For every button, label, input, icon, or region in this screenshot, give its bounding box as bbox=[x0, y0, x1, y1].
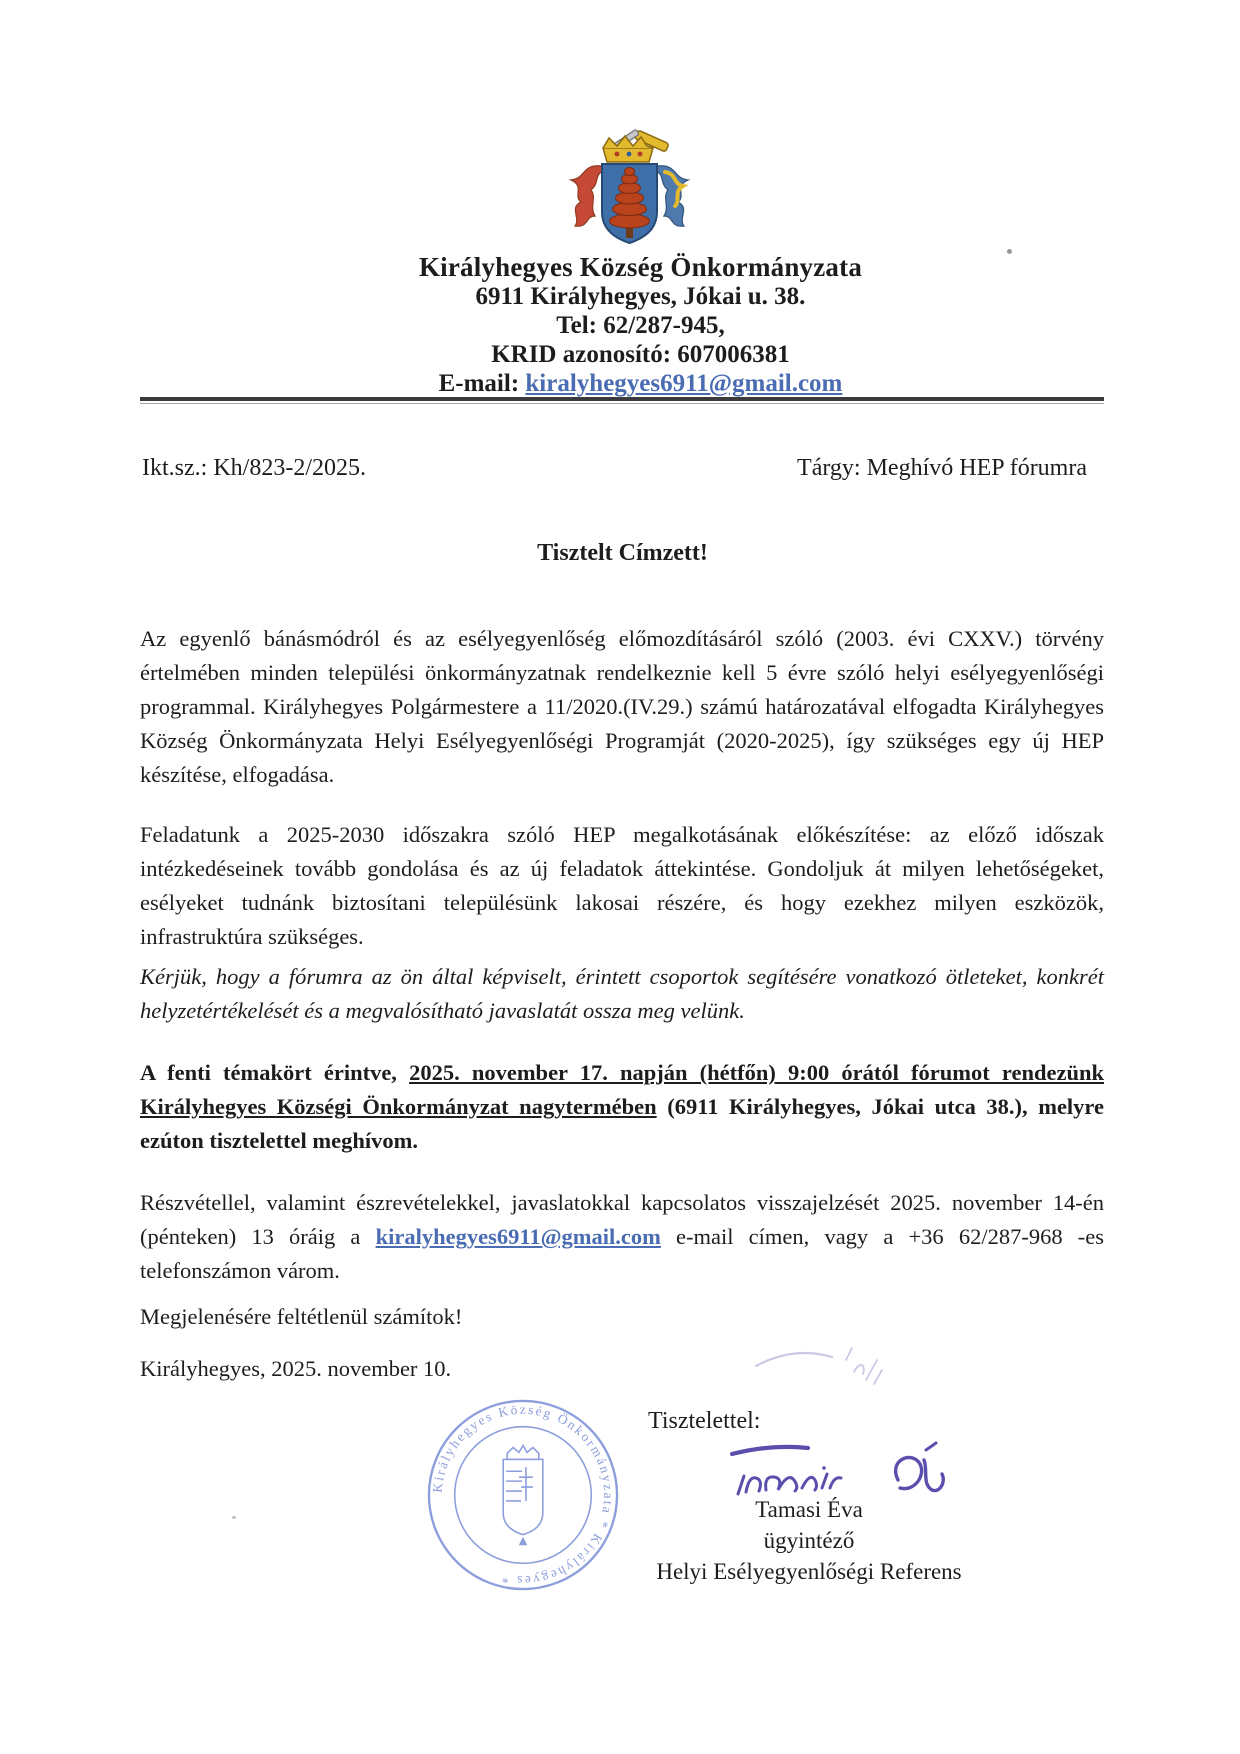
paragraph-task: Feladatunk a 2025-2030 időszakra szóló HEP megalkotásának előkészítése: az előző időszak intézkedéseinek tovább gondolása és az új feladatok áttekintése. Gondoljuk át milyen lehetőségeket, esélyeket tudnánk biztosítani településünk lakosai részére, és hogy ezekhez milyen eszközök, infrastruktúra szükséges. bbox=[140, 822, 1104, 949]
signer-name: Tamasi Éva bbox=[755, 1497, 863, 1522]
invitation-datetime-underlined: 2025. november 17. napján (hétfőn) 9:00 órától fórumot rendezünk Királyhegyes Községi Önkormányzat nagytermében bbox=[140, 1060, 1104, 1119]
org-address: 6911 Királyhegyes, Jókai u. 38. bbox=[475, 283, 806, 310]
paragraph-invitation-bold bbox=[140, 1056, 1104, 1158]
rsvp-email-link[interactable]: kiralyhegyes6911@gmail.com bbox=[375, 1224, 661, 1249]
org-name: Királyhegyes Község Önkormányzata bbox=[418, 252, 863, 282]
signer-block bbox=[618, 1494, 1000, 1587]
crest-mantling-left bbox=[571, 166, 602, 226]
paragraph-request-italic: Kérjük, hogy a fórumra az ön által képviselt, érintett csoportok segítésére vonatkozó ötleteket, konkrét helyzetértékelését és a megvalósítható javaslatát ossza meg velünk. bbox=[140, 964, 1104, 1023]
paragraph-legal-basis: Az egyenlő bánásmódról és az esélyegyenlőség előmozdításáról szóló (2003. évi CXXV.) törvény értelmében minden települési önkormányzatnak rendelkeznie kell 5 évre szóló helyi esélyegyenlőségi programmal. Királyhegyes Polgármestere a 11/2020.(IV.29.) számú határozatával elfogadta Királyhegyes Község Önkormányzata Helyi Esélyegyenlőségi Programját (2020-2025), így szükséges egy új HEP készítése, elfogadása. bbox=[140, 626, 1104, 787]
signer-title: ügyintéző bbox=[763, 1528, 855, 1553]
scan-speckle bbox=[1007, 249, 1012, 254]
stamp-circular-text: Királyhegyes Község Önkormányzata * Királyhegyes * bbox=[429, 1401, 617, 1589]
crest-tree bbox=[610, 214, 650, 228]
signer-role: Helyi Esélyegyenlőségi Referens bbox=[656, 1559, 962, 1584]
salutation: Tisztelt Címzett! bbox=[537, 540, 708, 566]
coat-of-arms-graphic bbox=[545, 124, 710, 254]
rsvp-text-2: e-mail címen, vagy a +36 62/287-968 -es telefonszámon várom. bbox=[140, 1224, 1104, 1283]
pen-scribble-mark bbox=[750, 1330, 915, 1392]
reference-row bbox=[142, 455, 1087, 482]
invitation-suffix: (6911 Királyhegyes, Jókai utca 38.), melyre ezúton tisztelettel meghívom. bbox=[140, 1094, 1105, 1153]
letterhead-divider bbox=[140, 397, 1104, 404]
official-round-stamp bbox=[424, 1396, 622, 1594]
closing-salutation: Tisztelettel: bbox=[648, 1408, 761, 1434]
header-email-link[interactable]: kiralyhegyes6911@gmail.com bbox=[525, 370, 843, 397]
paragraph-rsvp bbox=[140, 1186, 1104, 1288]
org-krid: KRID azonosító: 607006381 bbox=[491, 341, 790, 368]
municipal-coat-of-arms-icon bbox=[545, 124, 710, 254]
paragraph-expect-attendance: Megjelenésére feltétlenül számítok! bbox=[140, 1304, 463, 1329]
invitation-prefix: A fenti témakört érintve, bbox=[140, 1060, 410, 1085]
ref-number: Ikt.sz.: Kh/823-2/2025. bbox=[142, 455, 366, 481]
scan-speckle bbox=[232, 1516, 236, 1519]
subject-line: Tárgy: Meghívó HEP fórumra bbox=[797, 455, 1087, 481]
stamp-center-emblem bbox=[503, 1446, 543, 1545]
org-email-line bbox=[158, 369, 1123, 398]
date-line: Királyhegyes, 2025. november 10. bbox=[140, 1356, 452, 1381]
letterhead bbox=[158, 252, 1123, 398]
org-phone: Tel: 62/287-945, bbox=[556, 312, 725, 339]
rsvp-text-1: Részvétellel, valamint észrevételekkel, javaslatokkal kapcsolatos visszajelzését 2025. november 14-én (pénteken) 13 óráig a bbox=[140, 1190, 1104, 1249]
svg-text:Királyhegyes Község Önkormányz bbox=[430, 1402, 617, 1588]
email-label: E-mail: bbox=[438, 370, 526, 397]
